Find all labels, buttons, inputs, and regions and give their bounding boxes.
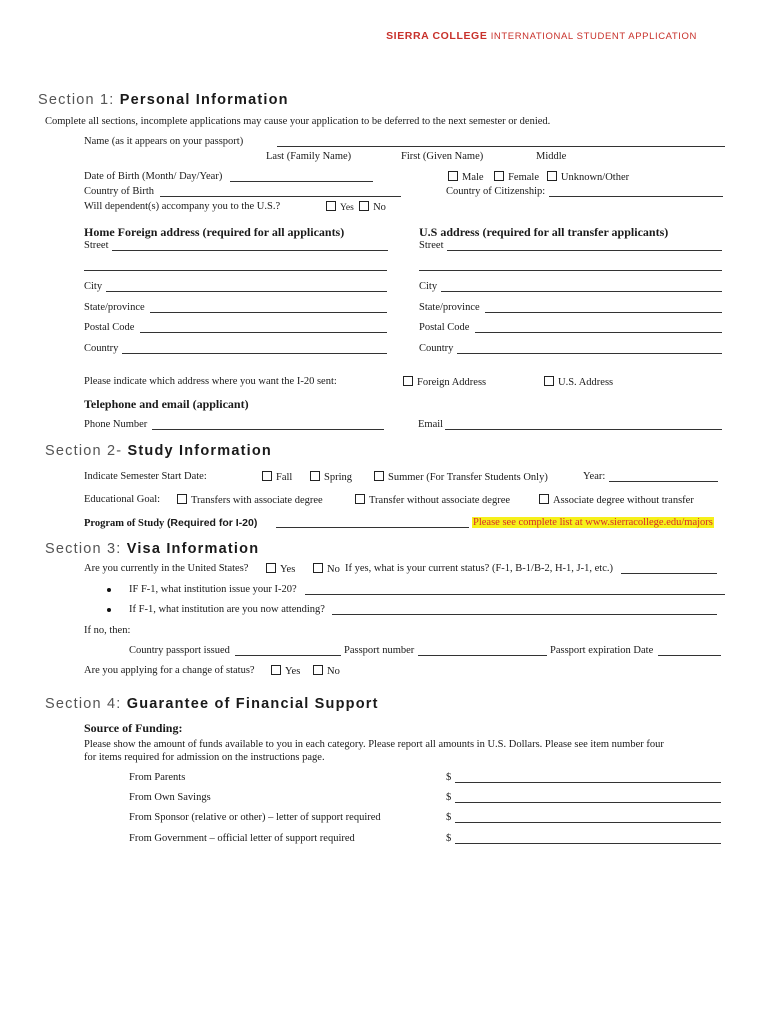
middle-name-label: Middle [536, 151, 567, 162]
country-of-citizenship-label: Country of Citizenship: [446, 186, 546, 197]
country-of-birth-field[interactable] [160, 196, 401, 197]
section-2-title: Study Information [127, 443, 272, 459]
us-address-label: U.S. Address [558, 377, 614, 388]
dollar-sign: $ [446, 812, 452, 823]
passport-expiration-label: Passport expiration Date [550, 645, 654, 656]
section-3-prefix: Section 3: [45, 541, 127, 557]
home-street-field-2[interactable] [84, 270, 387, 271]
summer-checkbox[interactable] [374, 471, 384, 481]
funding-instructions-line-2: for items required for admission on the instructions page. [84, 752, 325, 763]
bullet-icon [107, 588, 111, 592]
change-status-yes-label: Yes [285, 666, 301, 677]
change-status-no-label: No [327, 666, 340, 677]
us-street-field-2[interactable] [419, 270, 722, 271]
program-of-study-field[interactable] [276, 527, 469, 528]
last-name-label: Last (Family Name) [266, 151, 352, 162]
female-checkbox[interactable] [494, 171, 504, 181]
section-4-prefix: Section 4: [45, 696, 127, 712]
home-country-label: Country [84, 343, 119, 354]
female-label: Female [508, 172, 539, 183]
program-of-study-label [84, 517, 257, 529]
if-no-label: If no, then: [84, 625, 131, 636]
name-field[interactable] [277, 146, 725, 147]
change-status-no-option [313, 665, 340, 677]
telephone-heading: Telephone and email (applicant) [84, 397, 249, 411]
section-1-title: Personal Information [119, 92, 289, 108]
i20-address-question: Please indicate which address where you want the I-20 sent: [84, 376, 337, 387]
from-government-label: From Government – official letter of support required [129, 833, 355, 844]
page-header [386, 30, 697, 42]
foreign-address-option [403, 376, 486, 388]
goal-1-label: Transfers with associate degree [191, 495, 323, 506]
passport-expiration-field[interactable] [658, 655, 721, 656]
home-city-label: City [84, 281, 103, 292]
us-city-field[interactable] [441, 291, 722, 292]
spring-label: Spring [324, 472, 353, 483]
dependents-options [326, 201, 386, 213]
us-city-label: City [419, 281, 438, 292]
change-status-question: Are you applying for a change of status? [84, 665, 255, 676]
home-street-label: Street [84, 240, 109, 251]
us-street-label: Street [419, 240, 444, 251]
application-title: INTERNATIONAL STUDENT APPLICATION [490, 31, 697, 42]
section-2-prefix: Section 2- [45, 443, 128, 459]
from-parents-amount-field[interactable] [455, 782, 721, 783]
current-status-question: If yes, what is your current status? (F-1, B-1/B-2, H-1, J-1, etc.) [345, 563, 613, 574]
goal-option-3 [539, 494, 694, 506]
country-passport-field[interactable] [235, 655, 341, 656]
goal-2-checkbox[interactable] [355, 494, 365, 504]
home-state-label: State/province [84, 302, 145, 313]
home-postal-field[interactable] [140, 332, 387, 333]
country-of-citizenship-field[interactable] [549, 196, 723, 197]
home-city-field[interactable] [106, 291, 387, 292]
home-state-field[interactable] [150, 312, 387, 313]
us-state-field[interactable] [485, 312, 722, 313]
in-us-yes-checkbox[interactable] [266, 563, 276, 573]
section-3-title: Visa Information [126, 541, 260, 557]
section-1-heading [38, 92, 289, 108]
in-us-question: Are you currently in the United States? [84, 563, 249, 574]
fall-checkbox[interactable] [262, 471, 272, 481]
dependents-no-checkbox[interactable] [359, 201, 369, 211]
f1-i20-institution-field[interactable] [305, 594, 725, 595]
summer-option [374, 471, 548, 483]
gender-options [448, 171, 629, 183]
foreign-address-label: Foreign Address [417, 377, 487, 388]
f1-i20-institution-label: IF F-1, what institution issue your I-20? [129, 584, 297, 595]
goal-option-2 [355, 494, 510, 506]
in-us-no-checkbox[interactable] [313, 563, 323, 573]
us-state-label: State/province [419, 302, 480, 313]
goal-3-label: Associate degree without transfer [553, 495, 694, 506]
spring-checkbox[interactable] [310, 471, 320, 481]
dependents-label: Will dependent(s) accompany you to the U.S.? [84, 201, 281, 212]
goal-option-1 [177, 494, 323, 506]
in-us-yes-option [266, 563, 295, 575]
dependents-yes-checkbox[interactable] [326, 201, 336, 211]
dob-label: Date of Birth (Month/ Day/Year) [84, 171, 223, 182]
dependents-yes-label: Yes [340, 203, 354, 213]
program-required-label: (Required for I-20) [166, 517, 258, 529]
country-of-birth-label: Country of Birth [84, 186, 154, 197]
dob-field[interactable] [230, 181, 373, 182]
fall-option [262, 471, 292, 483]
from-parents-label: From Parents [129, 772, 186, 783]
home-address-heading: Home Foreign address (required for all applicants) [84, 225, 345, 239]
name-label: Name (as it appears on your passport) [84, 136, 244, 147]
in-us-yes-label: Yes [280, 564, 296, 575]
change-status-yes-option [271, 665, 300, 677]
home-postal-label: Postal Code [84, 322, 135, 333]
phone-field[interactable] [152, 429, 384, 430]
us-country-field[interactable] [457, 353, 722, 354]
dollar-sign: $ [446, 792, 452, 803]
email-label: Email [418, 419, 444, 430]
section-3-heading [45, 541, 259, 557]
from-savings-label: From Own Savings [129, 792, 211, 803]
from-savings-amount-field[interactable] [455, 802, 721, 803]
country-passport-label: Country passport issued [129, 645, 230, 656]
us-street-field[interactable] [447, 250, 722, 251]
fall-label: Fall [276, 472, 293, 483]
source-of-funding-heading: Source of Funding: [84, 721, 183, 735]
us-postal-label: Postal Code [419, 322, 470, 333]
us-address-checkbox[interactable] [544, 376, 554, 386]
from-sponsor-label: From Sponsor (relative or other) – letter of support required [129, 812, 381, 823]
phone-label: Phone Number [84, 419, 148, 430]
email-field[interactable] [445, 429, 722, 430]
summer-label: Summer (For Transfer Students Only) [388, 472, 548, 483]
goal-1-checkbox[interactable] [177, 494, 187, 504]
from-government-amount-field[interactable] [455, 843, 721, 844]
section-1-note: Complete all sections, incomplete applications may cause your application to be deferred to the next semester or denied. [45, 116, 551, 127]
f1-current-institution-field[interactable] [332, 614, 717, 615]
in-us-no-label: No [327, 564, 340, 575]
foreign-address-checkbox[interactable] [403, 376, 413, 386]
semester-label: Indicate Semester Start Date: [84, 471, 207, 482]
home-country-field[interactable] [122, 353, 387, 354]
spring-option [310, 471, 352, 483]
year-label: Year: [583, 471, 606, 482]
goal-3-checkbox[interactable] [539, 494, 549, 504]
year-field[interactable] [609, 481, 718, 482]
f1-current-institution-label: If F-1, what institution are you now attending? [129, 604, 325, 615]
male-checkbox[interactable] [448, 171, 458, 181]
in-us-no-option [313, 563, 340, 575]
program-label: Program of Study [84, 518, 165, 529]
home-street-field[interactable] [112, 250, 388, 251]
us-postal-field[interactable] [475, 332, 722, 333]
educational-goal-label: Educational Goal: [84, 494, 161, 505]
from-sponsor-amount-field[interactable] [455, 822, 721, 823]
section-2-heading [45, 443, 272, 459]
section-4-title: Guarantee of Financial Support [126, 696, 379, 712]
section-4-heading [45, 696, 379, 712]
first-name-label: First (Given Name) [401, 151, 484, 162]
change-status-no-checkbox[interactable] [313, 665, 323, 675]
male-label: Male [462, 172, 484, 183]
funding-instructions-line-1: Please show the amount of funds available to you in each category. Please report all amounts in U.S. Dollars. Please see item number four [84, 739, 664, 750]
dollar-sign: $ [446, 833, 452, 844]
goal-2-label: Transfer without associate degree [369, 495, 511, 506]
unknown-checkbox[interactable] [547, 171, 557, 181]
section-1-prefix: Section 1: [38, 92, 120, 108]
passport-number-label: Passport number [344, 645, 415, 656]
bullet-icon [107, 608, 111, 612]
college-name: SIERRA COLLEGE [386, 30, 488, 42]
passport-number-field[interactable] [418, 655, 547, 656]
us-country-label: Country [419, 343, 454, 354]
dollar-sign: $ [446, 772, 452, 783]
change-status-yes-checkbox[interactable] [271, 665, 281, 675]
us-address-option [544, 376, 613, 388]
unknown-label: Unknown/Other [560, 172, 630, 183]
us-address-heading: U.S address (required for all transfer applicants) [419, 225, 669, 239]
dependents-no-label: No [373, 202, 386, 213]
majors-link-note[interactable]: Please see complete list at www.sierracollege.edu/majors [473, 517, 713, 528]
current-status-field[interactable] [621, 573, 717, 574]
